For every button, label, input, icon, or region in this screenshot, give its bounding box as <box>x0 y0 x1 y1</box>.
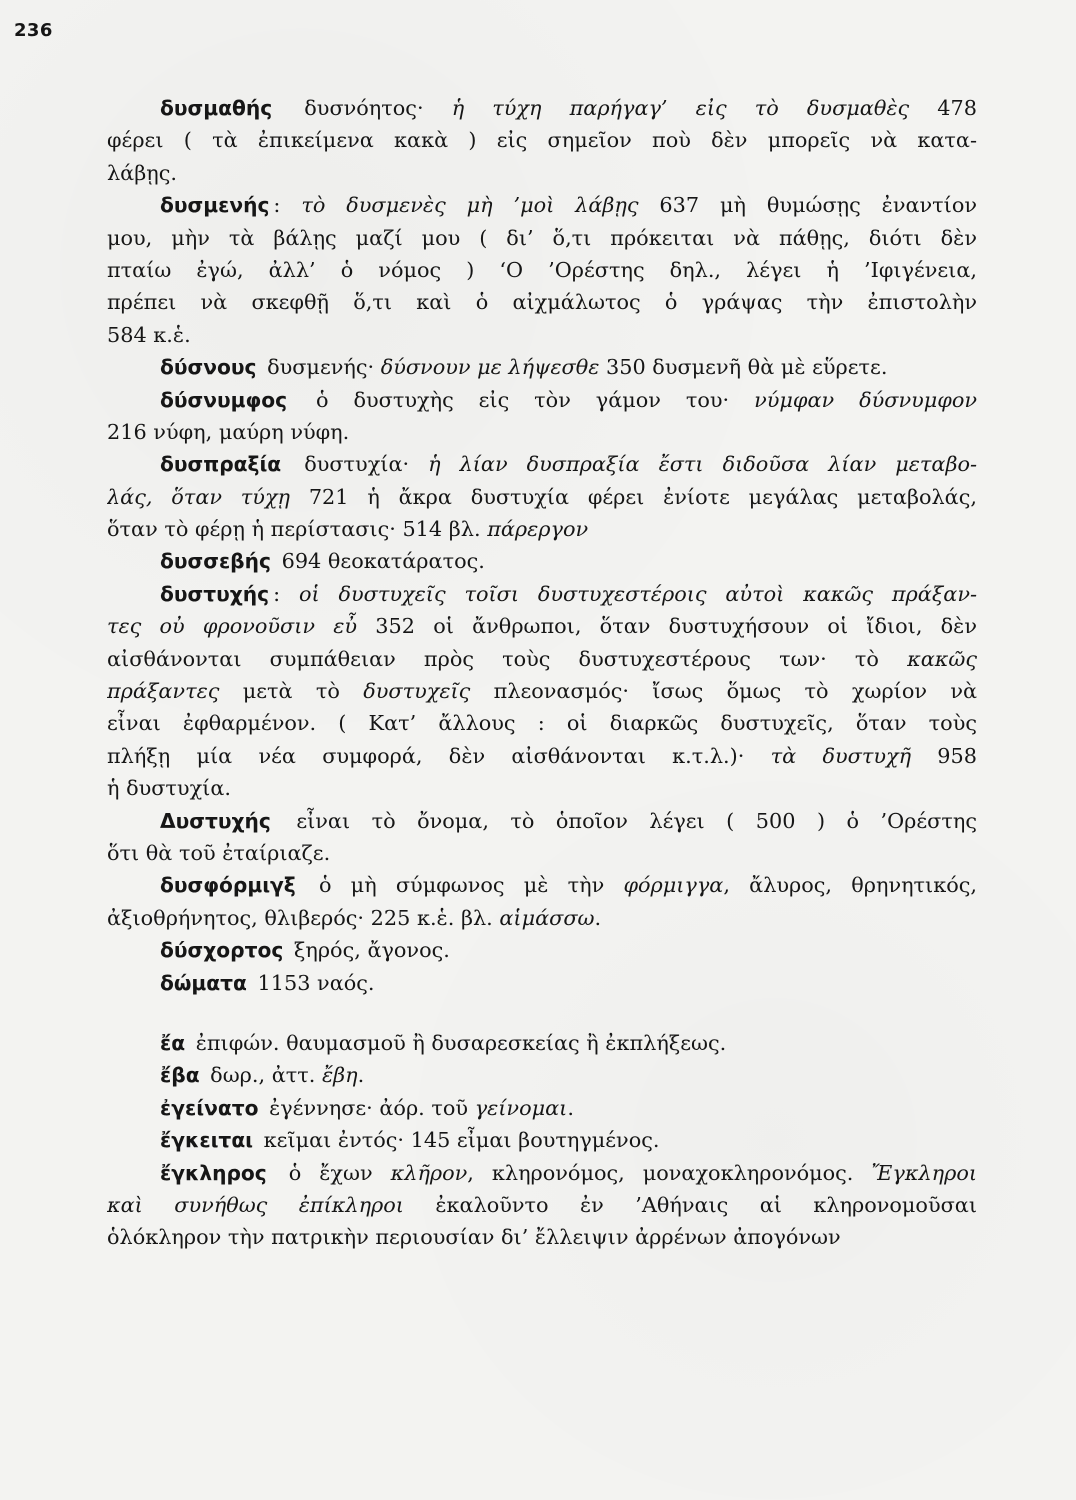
entry-line <box>107 1059 977 1091</box>
definition-text: 350 δυσμενῆ θὰ μὲ εὕρετε. <box>599 355 888 380</box>
entry-line <box>107 934 977 966</box>
quotation-text: Ἔγκληροι <box>871 1160 977 1185</box>
definition-text: 721 ἡ ἄκρα δυστυχία φέρει ἐνίοτε μεγάλας μεταβολάς, <box>290 484 977 509</box>
entry-headword: δύσχορτος <box>160 938 284 963</box>
entry-line <box>107 1092 977 1124</box>
entry-line <box>107 675 977 707</box>
entry <box>107 351 977 383</box>
entry <box>107 934 977 966</box>
entry-line <box>107 707 977 739</box>
entry-line <box>107 805 977 837</box>
entry <box>107 448 977 545</box>
entry-line <box>107 481 977 513</box>
page-number: 236 <box>14 20 53 41</box>
entry <box>107 189 977 351</box>
entry <box>107 805 977 870</box>
quotation-text: ἡ λίαν δυσπραξία ἔστι διδοῦσα λίαν μεταβο- <box>428 452 977 477</box>
entry-headword: ἔγκληρος <box>160 1160 267 1185</box>
definition-text: : <box>273 193 302 218</box>
definition-text: πρέπει νὰ σκεφθῇ ὅ,τι καὶ ὁ αἰχμάλωτος ὁ γράψας τὴν ἐπιστολὴν <box>107 290 977 315</box>
entry-line <box>107 351 977 383</box>
quotation-text: ἡ τύχη παρήγαγ’ εἰς τὸ δυσμαθὲς <box>451 96 910 120</box>
definition-text: ξηρός, ἄγονος. <box>287 938 450 963</box>
entry-headword: δυσσεβής <box>160 549 271 574</box>
quotation-text: πράξαντες <box>107 679 220 704</box>
entry-line <box>107 869 977 901</box>
definition-text: δυσμενής· <box>260 355 381 380</box>
entry-line <box>107 384 977 416</box>
definition-text: φέρει ( τὰ ἐπικείμενα κακὰ ) εἰς σημεῖον ποὺ δὲν μπορεῖς νὰ κατα- <box>107 128 977 153</box>
definition-text: δυσνόητος· <box>276 96 452 120</box>
definition-text: πλεονασμός· ἴσως ὅμως τὸ χωρίον νὰ <box>470 679 977 704</box>
quotation-text: δυστυχεῖς <box>363 679 471 704</box>
section-gap <box>107 999 977 1027</box>
definition-text: 1153 ναός. <box>250 970 375 995</box>
definition-text: . <box>594 905 602 930</box>
quotation-text: λάς, ὅταν τύχῃ <box>107 484 291 509</box>
quotation-text: ἐπίκληροι <box>298 1192 404 1217</box>
definition-text: 584 κ.ἑ. <box>107 322 191 347</box>
quotation-text: νύμφαν δύσνυμφον <box>754 387 977 412</box>
entry-line <box>107 1157 977 1189</box>
entry-headword: δύσνους <box>160 355 257 380</box>
entry <box>107 869 977 934</box>
quotation-text: ἔβη <box>322 1063 358 1088</box>
quotation-text: γείνομαι <box>474 1095 568 1120</box>
definition-text: 478 <box>909 96 977 120</box>
entry <box>107 967 977 999</box>
entry-line <box>107 902 977 934</box>
entry <box>107 1157 977 1254</box>
entry-line <box>107 513 977 545</box>
definition-text: ὁ δυστυχὴς εἰς τὸν γάμον του· <box>291 387 755 412</box>
definition-text: πλήξῃ μία νέα συμφορά, δὲν αἰσθάνονται κ.τ.λ.)· <box>107 743 771 768</box>
entry-line <box>107 448 977 480</box>
definition-text: ἐγέννησε· ἀόρ. τοῦ <box>262 1095 475 1120</box>
entry-headword: Δυστυχής <box>160 808 271 833</box>
quotation-text: οἱ δυστυχεῖς τοῖσι δυστυχεστέροις αὐτοὶ κακῶς πράξαν- <box>298 581 977 606</box>
quotation-text: κλῆρον <box>390 1160 468 1185</box>
definition-text: κεῖμαι ἐντός· 145 εἶμαι βουτηγμένος. <box>257 1128 660 1153</box>
entry-line <box>107 124 977 156</box>
definition-text: ὅταν τὸ φέρῃ ἡ περίστασις· 514 βλ. <box>107 517 488 542</box>
entry-line <box>107 319 977 351</box>
definition-text: ἀξιοθρήνητος, θλιβερός· 225 κ.ἑ. βλ. <box>107 905 500 930</box>
entry-headword: δυσμαθής <box>160 96 273 120</box>
definition-text: ὁλόκληρον τὴν πατρικὴν περιουσίαν δι’ ἔλλειψιν ἀρρένων ἀπογόνων <box>107 1225 841 1250</box>
definition-text: ὁ μὴ σύμφωνος μὲ τὴν <box>299 873 624 898</box>
definition-text: αἰσθάνονται συμπάθειαν πρὸς τοὺς δυστυχεστέρους των· τὸ <box>107 646 908 671</box>
definition-text: . <box>567 1095 574 1120</box>
definition-text: 958 <box>911 743 977 768</box>
definition-text: μου, μὴν τὰ βάλῃς μαζί μου ( δι’ ὅ,τι πρόκειται νὰ πάθῃς, διότι δὲν <box>107 225 977 250</box>
entry-line <box>107 967 977 999</box>
entry-line <box>107 222 977 254</box>
quotation-text: κακῶς <box>907 646 977 671</box>
entry <box>107 384 977 449</box>
entry-headword: δυσμενής <box>160 193 270 218</box>
definition-text: εἶναι ἐφθαρμένον. ( Κατ’ ἄλλους : οἱ διαρκῶς δυστυχεῖς, ὅταν τοὺς <box>107 711 977 736</box>
entry-line <box>107 1027 977 1059</box>
quotation-text: δύσνουν με λήψεσθε <box>380 355 600 380</box>
entry <box>107 1027 977 1059</box>
definition-text: ἐπιφών. θαυμασμοῦ ἢ δυσαρεσκείας ἢ ἐκπλήξεως. <box>189 1030 727 1055</box>
entry-line <box>107 286 977 318</box>
definition-text: ἡ δυστυχία. <box>107 776 231 801</box>
glossary-text <box>107 92 977 1254</box>
definition-text: 216 νύφη, μαύρη νύφη. <box>107 419 350 444</box>
entry-headword: δυστυχής <box>160 581 270 606</box>
definition-text: ἐκαλοῦντο ἐν ’Αθήναις αἱ κληρονομοῦσαι <box>403 1192 977 1217</box>
quotation-text: τὸ δυσμενὲς μὴ ’μοὶ λάβῃς <box>301 193 639 218</box>
entry <box>107 545 977 577</box>
entry <box>107 1124 977 1156</box>
definition-text: δωρ., ἀττ. <box>203 1063 322 1088</box>
quotation-text: τὰ δυστυχῆ <box>770 743 912 768</box>
definition-text: 694 θεοκατάρατος. <box>274 549 485 574</box>
entry-headword: ἔβα <box>160 1063 200 1088</box>
entry-headword: δυσφόρμιγξ <box>160 873 296 898</box>
entry-headword: ἔγκειται <box>160 1128 254 1153</box>
entry <box>107 92 977 189</box>
entry-line <box>107 1124 977 1156</box>
definition-text: πταίω ἐγώ, ἀλλ’ ὁ νόμος ) ‘Ο ’Ορέστης δηλ., λέγει ἡ ’Ιφιγένεια, <box>107 257 977 282</box>
entry-line <box>107 545 977 577</box>
entry-line <box>107 578 977 610</box>
entry-line <box>107 643 977 675</box>
quotation-text: τες οὐ φρονοῦσιν εὖ <box>107 614 358 639</box>
entry-line <box>107 1221 977 1253</box>
entry <box>107 578 977 805</box>
entry-line <box>107 610 977 642</box>
entry-line <box>107 254 977 286</box>
definition-text: μετὰ τὸ <box>219 679 364 704</box>
definition-text: ὅτι θὰ τοῦ ἐταίριαζε. <box>107 840 331 865</box>
entry <box>107 1059 977 1091</box>
definition-text: ὁ ἔχων <box>270 1160 391 1185</box>
quotation-text: πάρεργον <box>487 517 589 542</box>
definition-text: 637 μὴ θυμώσῃς ἐναντίον <box>638 193 977 218</box>
definition-text: λάβῃς. <box>107 160 177 185</box>
entry-line <box>107 92 977 124</box>
entry-line <box>107 1189 977 1221</box>
quotation-text: καὶ συνήθως <box>107 1192 299 1217</box>
definition-text: . <box>357 1063 365 1088</box>
definition-text: εἶναι τὸ ὄνομα, τὸ ὁποῖον λέγει ( 500 ) ὁ ’Ορέστης <box>274 808 977 833</box>
definition-text: 352 οἱ ἄνθρωποι, ὅταν δυστυχήσουν οἱ ἴδιοι, δὲν <box>357 614 977 639</box>
entry-line <box>107 416 977 448</box>
entry-line <box>107 157 977 189</box>
definition-text: : <box>273 581 299 606</box>
entry-headword: δώματα <box>160 970 247 995</box>
entry-headword: δυσπραξία <box>160 452 282 477</box>
entry-headword: ἐγείνατο <box>160 1095 259 1120</box>
quotation-text: φόρμιγγα <box>623 873 724 898</box>
entry-line <box>107 837 977 869</box>
entry-line <box>107 189 977 221</box>
entry-line <box>107 740 977 772</box>
entry-line <box>107 772 977 804</box>
definition-text: δυστυχία· <box>285 452 429 477</box>
quotation-text: αἱμάσσω <box>499 905 595 930</box>
entry <box>107 1092 977 1124</box>
entry-headword: δύσνυμφος <box>160 387 288 412</box>
entry-headword: ἔα <box>160 1030 186 1055</box>
definition-text: , ἄλυρος, θρηνητικός, <box>723 873 977 898</box>
definition-text: , κληρονόμος, μοναχοκληρονόμος. <box>467 1160 872 1185</box>
